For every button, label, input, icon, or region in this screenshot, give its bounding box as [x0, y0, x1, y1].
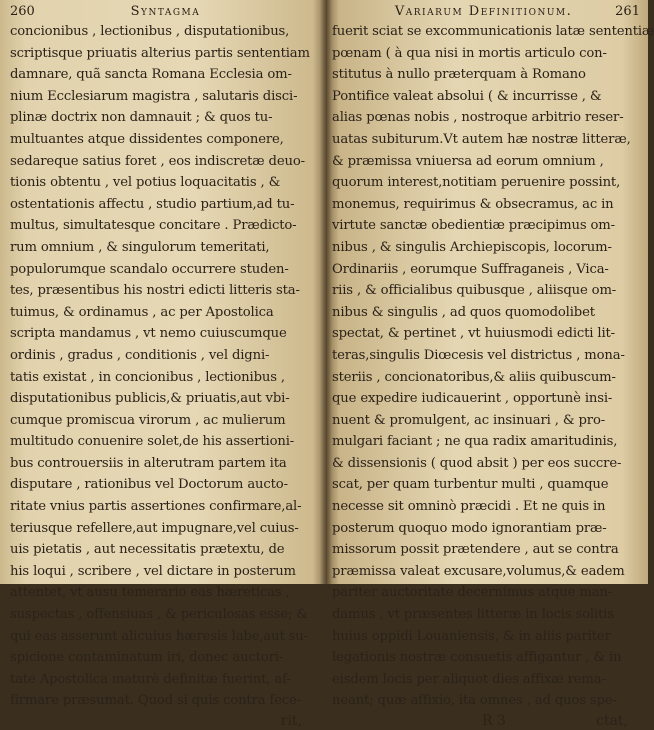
right-text-line: & præmissa vniuersa ad eorum omnium ,: [332, 153, 604, 169]
left-text-line: suspectas , offensiuas , & periculosas esse; &: [10, 607, 308, 623]
right-text-line: riis , & officialibus quibusque , aliisque om-: [332, 283, 617, 299]
right-text-line: pariter auctoritate decernimus atque man-: [332, 585, 613, 601]
right-text-line: eisdem locis per aliquot dies affixæ rema-: [332, 671, 606, 687]
right-text-line: monemus, requirimus & obsecramus, ac in: [332, 196, 614, 212]
left-text-line: rum omnium , & singulorum temeritati,: [10, 239, 270, 255]
right-text-line: nibus , & singulis Archiepiscopis, locorum-: [332, 239, 612, 255]
right-signature-mark: R 3: [482, 713, 506, 729]
right-text-line: stitutus à nullo præterquam à Romano: [332, 67, 586, 83]
right-text-line: præmissa valeat excusare,volumus,& eadem: [332, 563, 625, 579]
left-text-line: ostentationis affectu , studio partium,ad tu-: [10, 196, 295, 212]
left-text-line: plinæ doctrix non damnauit ; & quos tu-: [10, 110, 273, 126]
left-text-line: disputare , rationibus vel Doctorum aucto-: [10, 477, 288, 493]
left-text-line: concionibus , lectionibus , disputationibus,: [10, 24, 290, 39]
left-text-line: multitudo conuenire solet,de his assertioni-: [10, 434, 295, 450]
right-text-line: pœnam ( à qua nisi in mortis articulo con-: [332, 45, 607, 61]
right-text-line: quorum interest,notitiam peruenire possint,: [332, 175, 621, 191]
left-text-line: populorumque scandalo occurrere studen-: [10, 261, 289, 277]
left-text-line: tionis obtentu , vel potius loquacitatis , &: [10, 175, 281, 191]
left-page: [0, 0, 326, 729]
right-text-line: necesse sit omninò præcidi . Et ne quis in: [332, 499, 606, 515]
left-running-title: Syntagma: [130, 4, 201, 19]
left-text-line: scriptisque priuatis alterius partis sententiam: [10, 45, 310, 61]
left-page-number: 260: [10, 4, 35, 19]
right-text-line: fuerit sciat se excommunicationis latæ sententiæ: [332, 24, 654, 39]
right-text-line: damus , vt præsentes litteræ in locis solitis: [332, 607, 614, 623]
left-text-line: scripta mandamus , vt nemo cuiuscumque: [10, 326, 287, 342]
right-text-line: nuent & promulgent, ac insinuari , & pro-: [332, 412, 606, 428]
left-text-line: firmare præsumat. Quod si quis contra fece-: [10, 693, 302, 709]
left-text-line: multuantes atque dissidentes componere,: [10, 131, 284, 147]
right-text-line: missorum possit prætendere , aut se contra: [332, 542, 619, 558]
right-text-line: huius oppidi Louaniensis, & in aliis pariter: [332, 628, 611, 644]
right-text-line: scat, per quam turbentur multi , quamque: [332, 477, 609, 493]
right-page-number: 261: [615, 4, 640, 19]
right-catchword: ctat,: [596, 713, 628, 729]
right-page: [326, 0, 654, 729]
right-text-line: mulgari faciant ; ne qua radix amaritudinis,: [332, 434, 618, 450]
left-text-line: tuimus, & ordinamus , ac per Apostolica: [10, 304, 274, 320]
right-running-title: Variarum Definitionum.: [394, 4, 573, 19]
right-text-line: virtute sanctæ obedientiæ præcipimus om-: [332, 218, 615, 234]
right-running-head: [332, 4, 640, 20]
right-text-line: spectat, & pertinet , vt huiusmodi edicti lit-: [332, 326, 615, 342]
right-text-line: que expedire iudicauerint , opportunè insi-: [332, 391, 613, 407]
right-footer: [332, 712, 640, 730]
right-text-block: [332, 21, 654, 712]
left-text-line: attentet, vt ausu temerario eas hæreticas ,: [10, 585, 290, 601]
book-gutter: [320, 0, 332, 584]
left-running-head: [10, 4, 320, 20]
left-text-line: spicione contaminatum iri, donec auctori-: [10, 650, 284, 666]
left-text-line: tate Apostolica maturè definitæ fuerint, af-: [10, 671, 291, 687]
right-text-line: teras,singulis Diœcesis vel districtus , mona-: [332, 347, 625, 363]
left-footer: [10, 712, 320, 730]
right-text-line: alias pœnas nobis , nostroque arbitrio reser-: [332, 110, 624, 126]
right-text-line: legationis nostræ consuetis affigantur , & in: [332, 650, 622, 666]
left-text-line: nium Ecclesiarum magistra , salutaris disci-: [10, 88, 298, 104]
left-text-line: tatis existat , in concionibus , lectionibus ,: [10, 369, 285, 385]
left-text-line: qui eas asserunt alicuius hæresis labe,aut su-: [10, 628, 308, 644]
left-text-line: his loqui , scribere , vel dictare in posterum: [10, 563, 296, 579]
right-text-line: Pontifice valeat absolui ( & incurrisse , &: [332, 88, 602, 104]
left-text-line: disputationibus publicis,& priuatis,aut vbi-: [10, 391, 290, 407]
right-text-line: Ordinariis , eorumque Suffraganeis , Vica-: [332, 261, 609, 277]
right-text-line: nibus & singulis , ad quos quomodolibet: [332, 304, 595, 320]
left-text-block: [10, 21, 320, 712]
left-text-line: sedareque satius foret , eos indiscretæ deuo-: [10, 153, 305, 169]
right-text-line: steriis , concionatoribus,& aliis quibuscum-: [332, 369, 616, 385]
left-text-line: ordinis , gradus , conditionis , vel digni-: [10, 347, 270, 363]
right-text-line: uatas subiturum.Vt autem hæ nostræ litteræ,: [332, 131, 631, 147]
right-text-line: neant; quæ affixio, ita omnes , ad quos spe-: [332, 693, 617, 709]
left-text-line: damnare, quã sancta Romana Ecclesia om-: [10, 67, 292, 83]
left-text-line: uis pietatis , aut necessitatis prætextu, de: [10, 542, 285, 558]
left-text-line: ritate vnius partis assertiones confirmare,al-: [10, 499, 302, 515]
left-text-line: teriusque refellere,aut impugnare,vel cuius-: [10, 520, 299, 536]
left-catchword: rit,: [280, 713, 302, 729]
left-text-line: multus, simultatesque concitare . Prædicto-: [10, 218, 297, 234]
right-text-line: posterum quoquo modo ignorantiam præ-: [332, 520, 607, 536]
left-text-line: tes, præsentibus his nostri edicti litteris sta-: [10, 283, 300, 299]
left-text-line: bus controuersiis in alterutram partem ita: [10, 455, 287, 471]
right-text-line: & dissensionis ( quod absit ) per eos succre-: [332, 455, 622, 471]
left-text-line: cumque promiscua virorum , ac mulierum: [10, 412, 286, 428]
